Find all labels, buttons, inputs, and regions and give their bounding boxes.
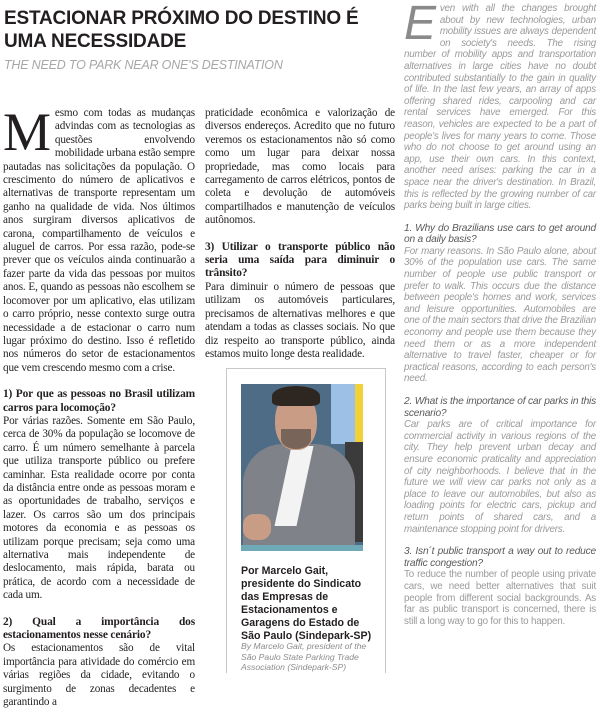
answer-3-en: To reduce the number of people using private cars, we need better alternatives that suit people from different social backgrounds. As far as public transport is concerned, there is still a long way to go for this to happen. [404,569,596,627]
answer-2-en: Car parks are of critical importance for commercial activity in various regions of the city. They help prevent urban decay and ensure economic praticality and appreciation of city neighborhoods. I believe that in the future we will view car parks not only as a place to leave our automobiles, but also as loading points for electric cars, pickup and return points of shared cars, and a maintenance stopping point for drivers. [404,419,596,535]
answer-2-pt-continued: praticidade econômica e valorização de diversos endereços. Acredito que no futuro veremos os estacionamentos não só como como um lugar para deixar nossa propriedade, mas como locais para carregamento de carros elétricos, pontos de coleta e devolução de automóveis compartilhados e manutenção de veículos autônomos. [205,107,395,227]
answer-3-pt: Para diminuir o número de pessoas que utilizam os automóveis particulares, precisamos de alternativas melhores e que atendam a todas as classes sociais. No que diz respeito ao transporte público, ainda estamos muito longe desta realidade. [205,280,395,360]
photo-bottom-band [241,545,363,551]
intro-paragraph-en: Even with all the changes brought about by new technologies, urban mobility issues are always dependent on society's needs. The rising number of mobility apps and transportation alternatives in large cities have no doubt contributed substantially to the gain in quality of life. In the last few years, an array of apps offering shared rides, carpooling and car rental services have emerged. For this reason, vehicles are expected to be a part of people's lives for many years to come. Those who do not choose to get around using an app, use their own cars. In this context, another need arises: parking the car in a space near the driver's destination. In Brazil, this is reflected by the growing number of car parks being built in large cities. [404,0,596,212]
english-column [404,0,596,627]
photo-beard [281,429,311,449]
question-1-pt: 1) Por que as pessoas no Brasil utilizam carros para locomoção? [3,388,195,414]
author-photo [241,384,363,551]
author-box [226,368,386,673]
photo-background-stripe [355,384,363,449]
article-subtitle: THE NEED TO PARK NEAR ONE'S DESTINATION [4,58,283,72]
question-2-pt: 2) Qual a importância dos estacionamentos nesse cenário? [3,615,195,642]
answer-1-pt: Por várias razões. Somente em São Paulo, cerca de 30% da população se locomove de carro. É um número semelhante à parcela que utiliza transporte público ou prefere caminhar. Esta realidade ocorre por conta da distância entre onde as pessoas moram e as oportunidades de trabalho, serviços e lazer. Os carros são um dos principais motores da economia e as pessoas os utilizam porque precisam; seja como uma alternativa mais independente de deslocamento, mais rápida, barata ou prática, de acordo com a necessidade de cada um. [3,414,195,602]
article-title: ESTACIONAR PRÓXIMO DO DESTINO É UMA NECESSIDADE [4,8,359,52]
question-3-en: 3. Isn´t public transport a way out to reduce traffic congestion? [404,546,596,569]
author-caption-en: By Marcelo Gait, president of the São Paulo State Parking Trade Association (Sindepark-SP) [241,641,367,673]
author-caption-pt: Por Marcelo Gait, presidente do Sindicato das Empresas de Estacionamentos e Garagens do Estado de São Paulo (Sindepark-SP) [241,565,372,642]
question-1-en: 1. Why do Brazilians use cars to get around on a daily basis? [404,222,596,246]
portuguese-column-1 [3,102,195,709]
intro-paragraph-pt: Mesmo com todas as mudanças advindas com as tecnologias as questões envolvendo mobilidade urbana estão sempre pautadas nas solicitações da população. O crescimento do número de aplicativos e alternativas de transporte representam um ganho na qualidade de vida. Nos últimos anos surgiram diversos aplicativos de carona, compartilhamento de veículos e aluguel de carros. Por essa razão, pode-se prever que os veículos ainda continuarão a fazer parte da vida das pessoas por muitos anos. E, quando as pessoas não escolhem se locomover por um aplicativo, elas utilizam o carro próprio, nesse contexto surge outra necessidade a de estacionar o carro num lugar próximo do destino. Isso é refletido nos números do setor de estacionamentos que vem crescendo mesmo com a crise. [3,102,195,374]
drop-cap-en: E [404,0,436,50]
answer-1-en: For many reasons. In São Paulo alone, about 30% of the population use cars. The same number of people use public transport or prefer to walk. This occurs due the distance between people's homes and work, services and leisure opportunities. Automobiles are one of the main sectors that drive the Brazilian economy and people use them because they need them or as a more independent alternative to travel faster, cheaper or for practical reasons, according to each person's need. [404,245,596,385]
answer-2-pt: Os estacionamentos são de vital importância para atividade do comércio em várias regiões da cidade, evitando o surgimento de zonas decadentes e garantindo a [3,642,195,709]
drop-cap: M [3,102,51,162]
question-2-en: 2. What is the importance of car parks in this scenario? [404,396,596,419]
question-3-pt: 3) Utilizar o transporte público não seria uma saída para diminuir o trânsito? [205,240,395,280]
photo-hands [243,514,271,540]
photo-hair [272,386,320,406]
portuguese-column-2 [205,107,395,361]
